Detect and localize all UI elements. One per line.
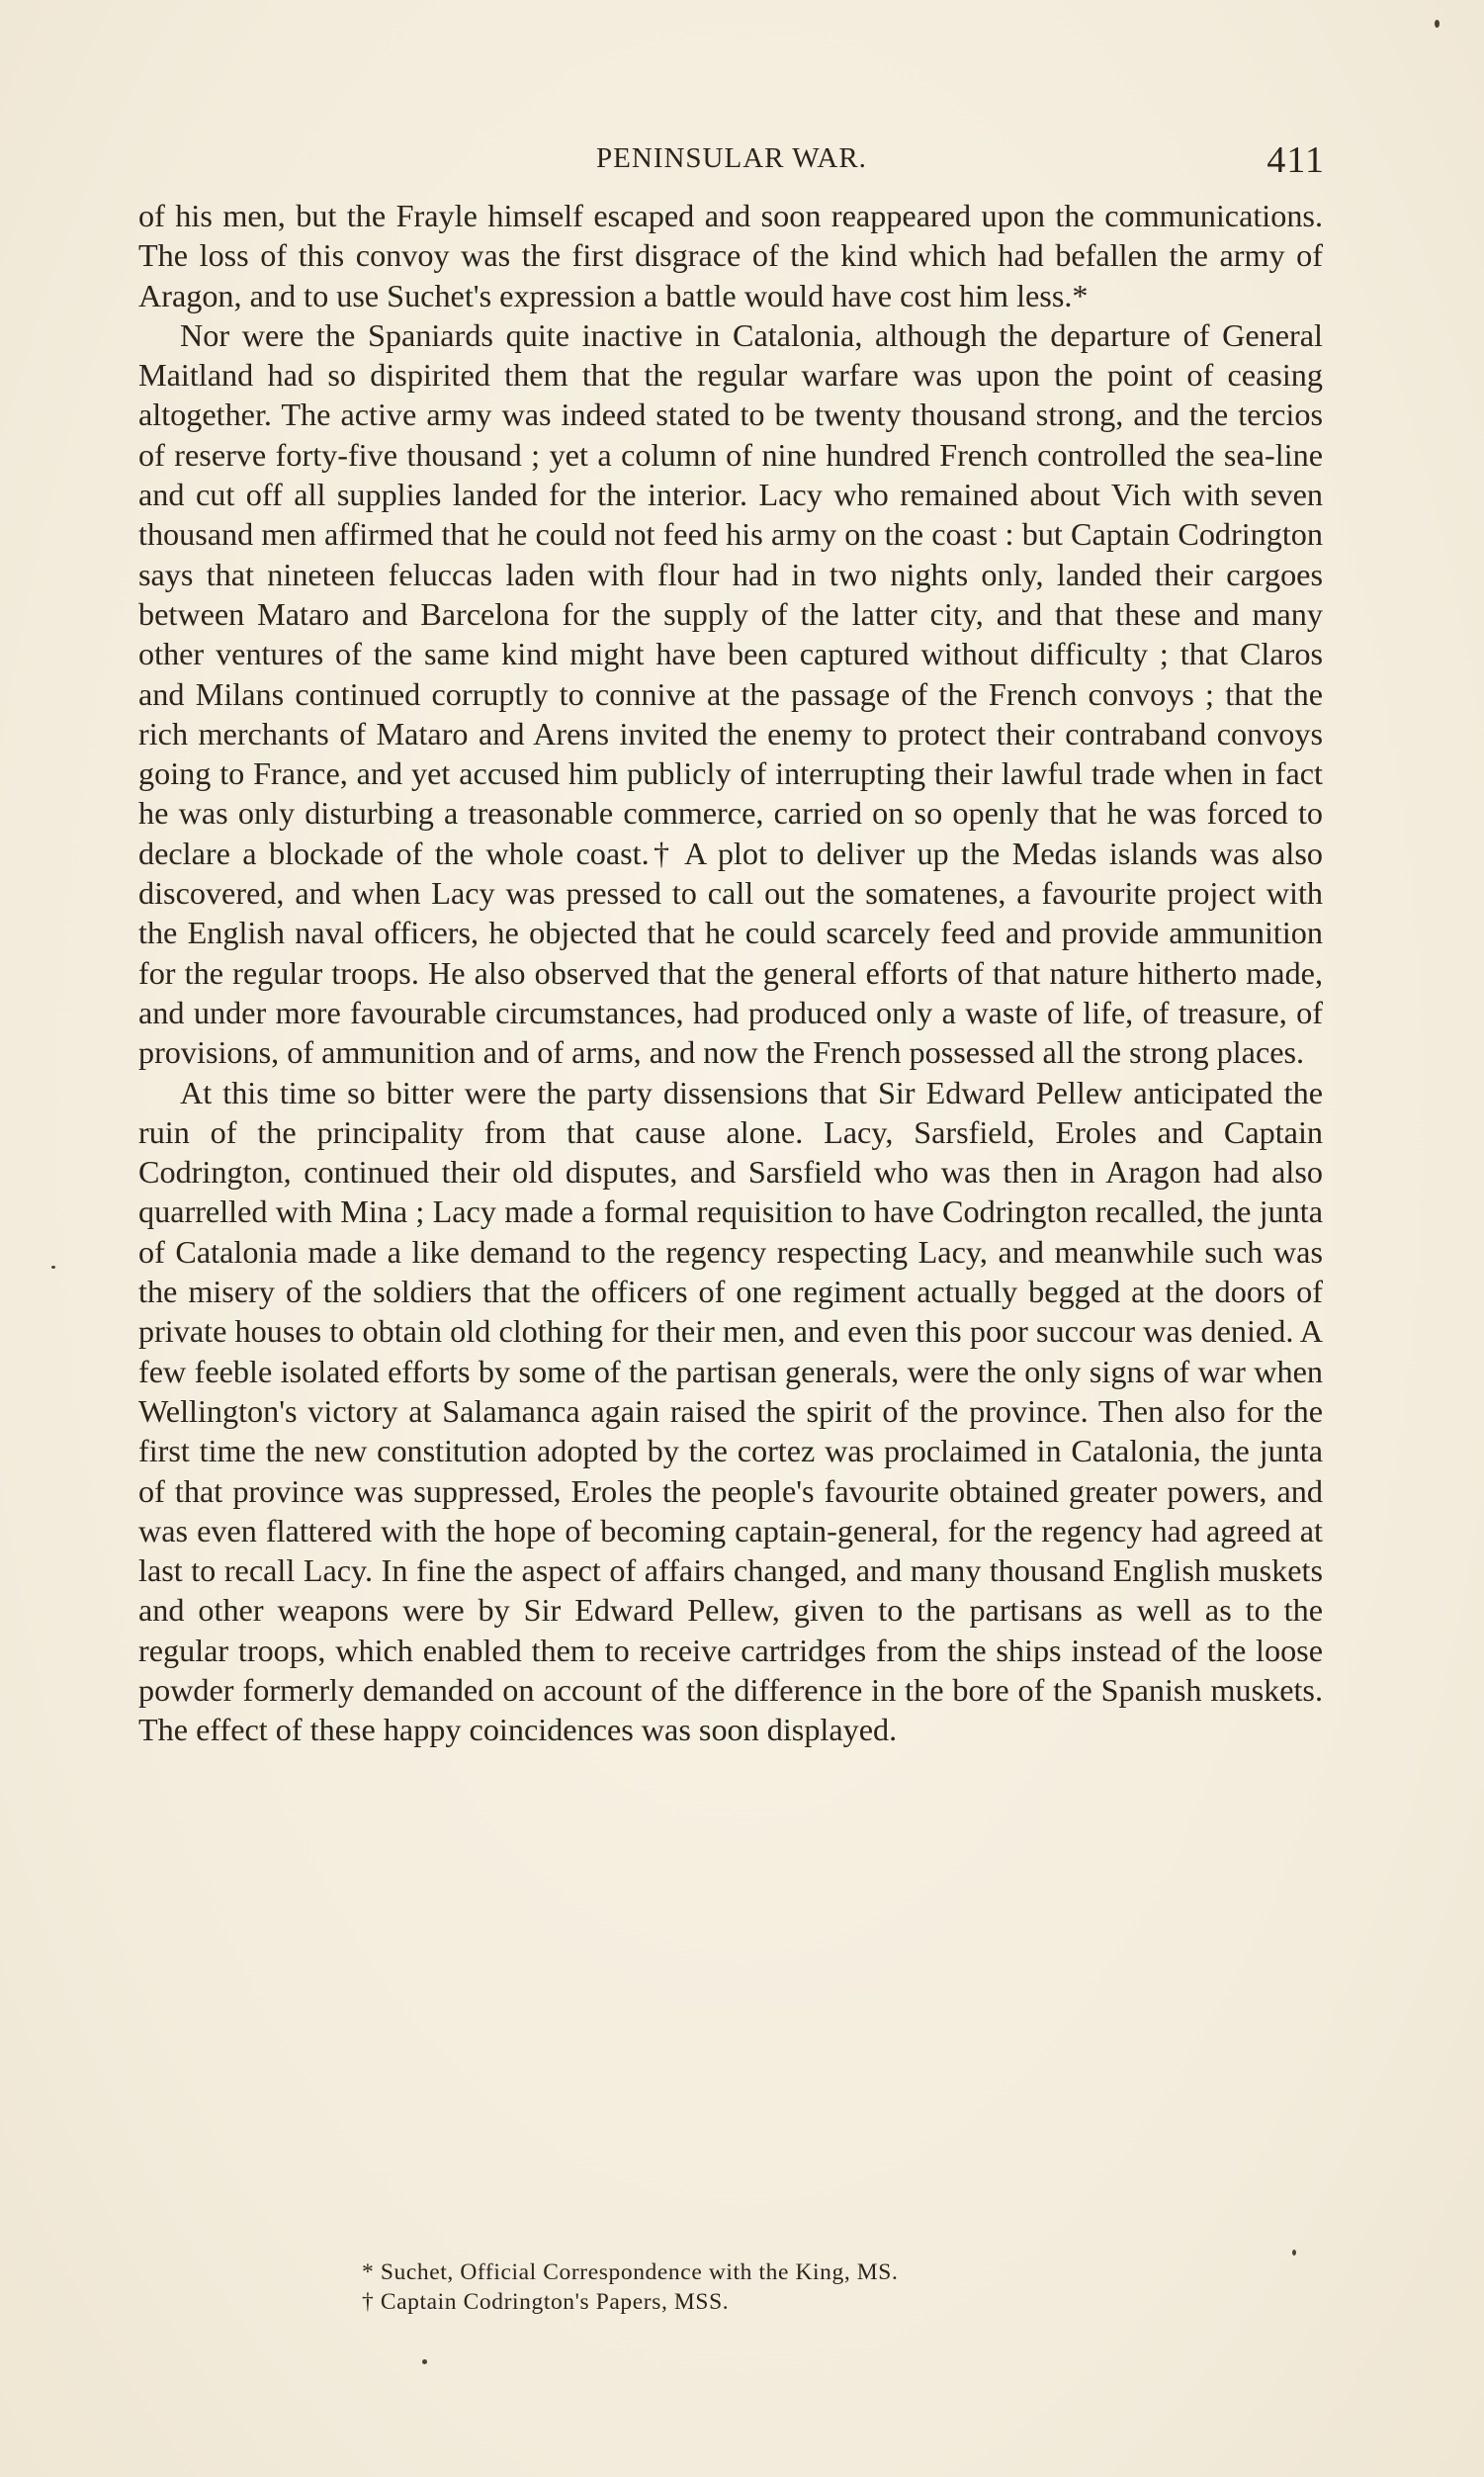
footnotes [362, 2257, 1252, 2317]
body-text [138, 196, 1323, 1750]
paragraph-2: Nor were the Spaniards quite inactive in Catalonia, although the departure of General Maitland had so dispirited them that the regular warfare was upon the point of ceasing altogether. The active army was indeed stated to be twenty thousand strong, and the tercios of reserve forty-five thousand ; yet a column of nine hundred French controlled the sea-line and cut off all supplies landed for the interior. Lacy who remained about Vich with seven thousand men affirmed that he could not feed his army on the coast : but Captain Codrington says that nineteen feluccas laden with flour had in two nights only, landed their cargoes between Mataro and Barcelona for the supply of the latter city, and that these and many other ventures of the same kind might have been captured without difficulty ; that Claros and Milans continued corruptly to connive at the passage of the French convoys ; that the rich merchants of Mataro and Arens invited the enemy to protect their contraband convoys going to France, and yet accused him publicly of interrupting their lawful trade when in fact he was only disturbing a treasonable commerce, carried on so openly that he was forced to declare a blockade of the whole coast.† A plot to deliver up the Medas islands was also discovered, and when Lacy was pressed to call out the somatenes, a favourite project with the English naval officers, he objected that he could scarcely feed and provide ammunition for the regular troops. He also observed that the general efforts of that nature hitherto made, and under more favourable circumstances, had produced only a waste of life, of treasure, of provisions, of ammunition and of arms, and now the French possessed all the strong places. [138, 316, 1323, 1071]
paragraph-3: At this time so bitter were the party dissensions that Sir Edward Pellew anticipated the ruin of the principality from that cause alone. Lacy, Sarsfield, Eroles and Captain Codrington, continued their old disputes, and Sarsfield who was then in Aragon had also quarrelled with Mina ; Lacy made a formal requisition to have Codrington recalled, the junta of Catalonia made a like demand to the regency respecting Lacy, and meanwhile such was the misery of the soldiers that the officers of one regiment actually begged at the doors of private houses to obtain old clothing for their men, and even this poor succour was denied. A few feeble isolated efforts by some of the partisan generals, were the only signs of war when Wellington's victory at Salamanca again raised the spirit of the province. Then also for the first time the new constitution adopted by the cortez was proclaimed in Catalonia, the junta of that province was suppressed, Eroles the people's favourite obtained greater powers, and was even flattered with the hope of becoming captain-general, for the regency had agreed at last to recall Lacy. In fine the aspect of affairs changed, and many thousand English muskets and other weapons were by Sir Edward Pellew, given to the partisans as well as to the regular troops, which enabled them to receive cartridges from the ships instead of the loose powder formerly demanded on account of the difference in the bore of the Spanish muskets. The effect of these happy coincidences was soon displayed. [138, 1074, 1323, 1748]
ink-speck [51, 1266, 55, 1269]
running-head: PENINSULAR WAR. [596, 142, 867, 174]
page-header [138, 138, 1325, 184]
paragraph-1: of his men, but the Frayle himself escaped and soon reappeared upon the communications. The loss of this convoy was the first disgrace of the kind which had befallen the army of Aragon, and to use Suchet's expression a battle would have cost him less.* [138, 198, 1323, 313]
ink-speck [1435, 20, 1440, 28]
footnote-1: * Suchet, Official Correspondence with the King, MS. [362, 2259, 899, 2285]
ink-speck [1292, 2250, 1296, 2256]
footnote-2: † Captain Codrington's Papers, MSS. [362, 2289, 730, 2315]
ink-speck [422, 2359, 427, 2364]
page-number: 411 [1266, 139, 1325, 181]
